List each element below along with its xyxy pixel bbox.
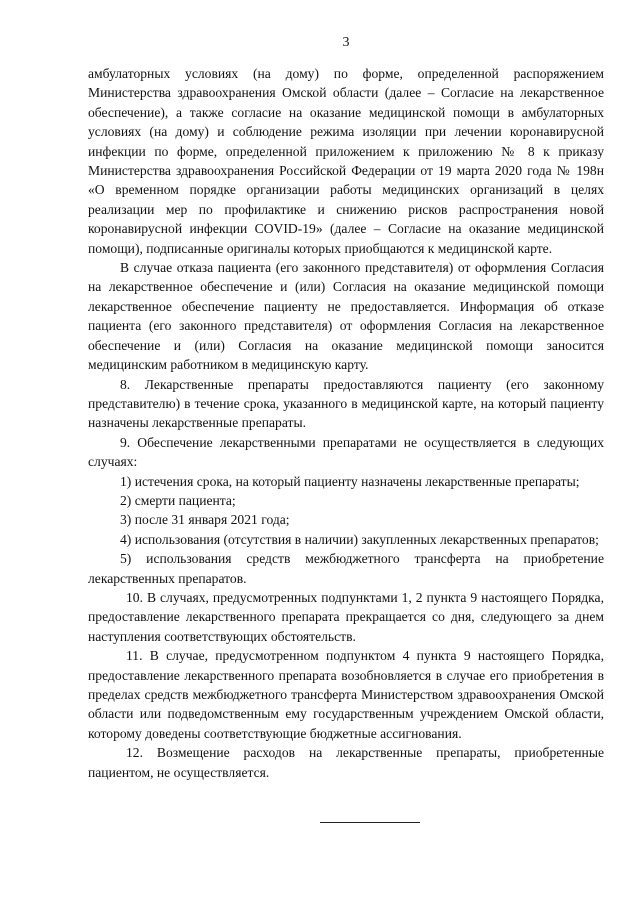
- paragraph-continuation: амбулаторных условиях (на дому) по форме, определенной распоряжением Министерства здравоохранения Омской области (далее – Согласие на лекарственное обеспечение), а также согласие на оказание медицинской помощи в амбулаторных условиях (на дому) и соблюдение режима изоляции при лечении коронавирусной инфекции по форме, определенной приложением к приложению № 8 к приказу Министерства здравоохранения Российской Федерации от 19 марта 2020 года № 198н «О временном порядке организации работы медицинских организаций в целях реализации мер по профилактике и снижению рисков распространения новой коронавирусной инфекции COVID-19» (далее – Согласие на оказание медицинской помощи), подписанные оригиналы которых приобщаются к медицинской карте.: [88, 66, 604, 256]
- paragraph-item-8: 8. Лекарственные препараты предоставляются пациенту (его законному представителю) в течение срока, указанного в медицинской карте, на который пациенту назначены лекарственные препараты.: [88, 376, 604, 431]
- paragraph-item-12: 12. Возмещение расходов на лекарственные препараты, приобретенные пациентом, не осуществляется.: [88, 745, 604, 780]
- paragraph-refusal: В случае отказа пациента (его законного представителя) от оформления Согласия на лекарственное обеспечение и (или) Согласия на оказание медицинской помощи лекарственное обеспечение пациенту не предоставляется. Информация об отказе пациента (его законного представителя) от оформления Согласия на лекарственное обеспечение и (или) Согласия на оказание медицинской помощи заносится медицинским работником в медицинскую карту.: [88, 260, 604, 373]
- paragraph-item-9: 9. Обеспечение лекарственными препаратами не осуществляется в следующих случаях:: [88, 434, 604, 470]
- document-body: [88, 64, 604, 782]
- subitem-9-1: 1) истечения срока, на который пациенту назначены лекарственные препараты;: [120, 473, 580, 489]
- end-separator-line: [320, 822, 420, 823]
- page-number: 3: [342, 35, 350, 50]
- subitem-9-2: 2) смерти пациента;: [120, 492, 236, 508]
- subitem-9-4: 4) использования (отсутствия в наличии) закупленных лекарственных препаратов;: [120, 531, 599, 547]
- subitem-9-5: 5) использования средств межбюджетного трансферта на приобретение лекарственных препаратов.: [88, 551, 604, 586]
- paragraph-item-10: 10. В случаях, предусмотренных подпунктами 1, 2 пункта 9 настоящего Порядка, предоставление лекарственного препарата прекращается со дня, следующего за днем наступления соответствующих обстоятельств.: [88, 589, 604, 644]
- subitem-9-3: 3) после 31 января 2021 года;: [120, 512, 290, 528]
- paragraph-item-11: 11. В случае, предусмотренном подпунктом 4 пункта 9 настоящего Порядка, предоставление лекарственного препарата возобновляется в случае его приобретения в пределах средств межбюджетного трансферта Министерством здравоохранения Омской области или подведомственным ему государственным учреждением Омской области, которому доведены соответствующие бюджетные ассигнования.: [88, 648, 604, 741]
